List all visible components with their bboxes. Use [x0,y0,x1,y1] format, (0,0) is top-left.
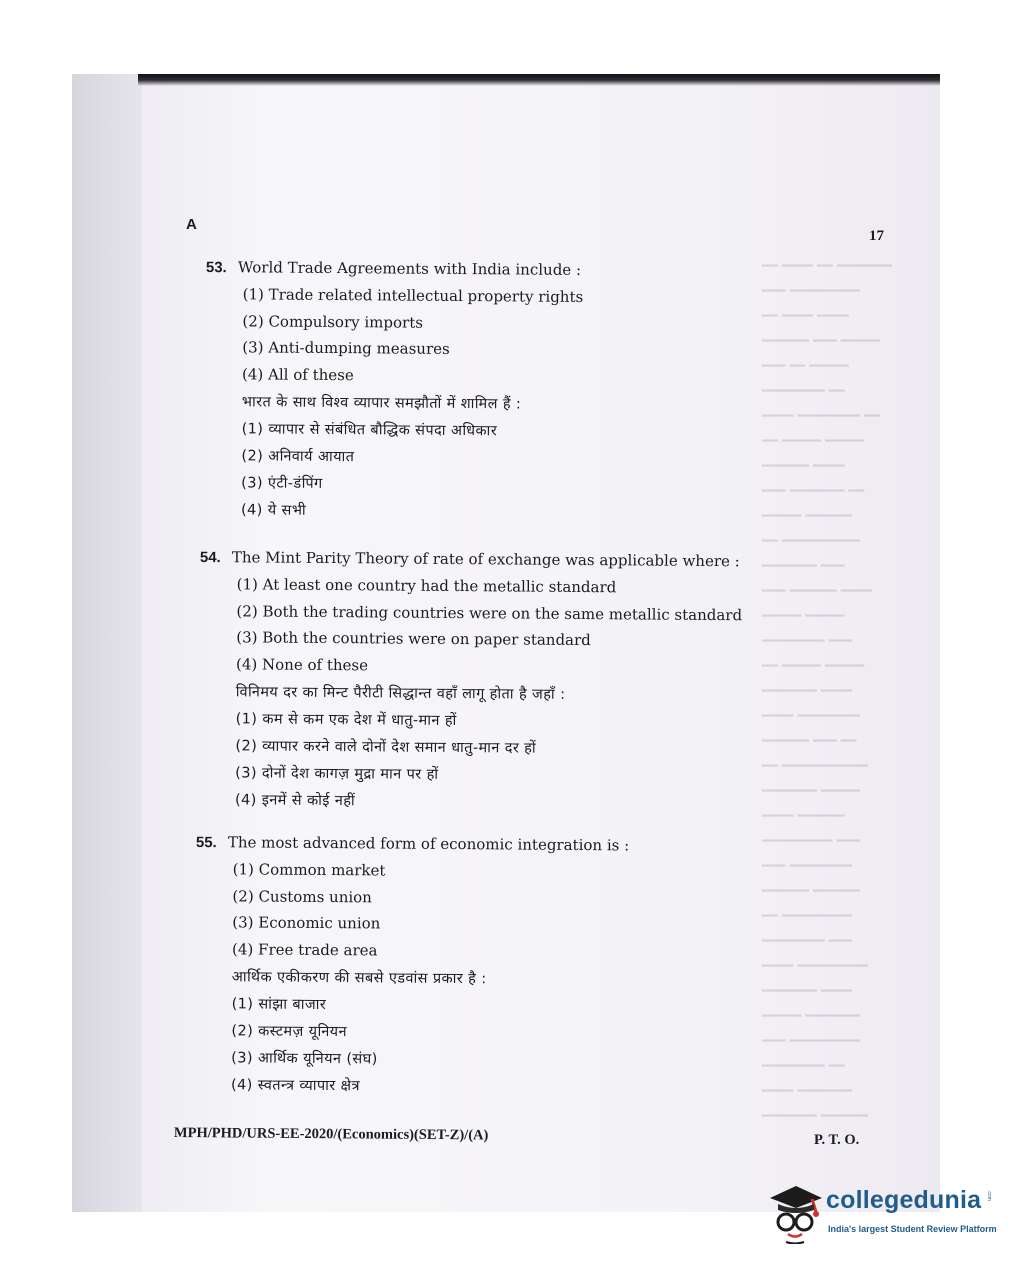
show-through-text: ━━ ━━━━ ━━ ━━━━━━━ ━━━ ━━━━━━━━━ ━━ ━━━━ ━━━━ ━━━━━━ ━━━ ━━━━━ ━━━ ━━ ━━━━━ ━━━━━━━━ ━━ ━━━━ ━━━━━━━━ ━━ ━━ ━━━━━ ━━━━━ ━━━━━━ ━━━━ ━━━ ━━━━━━━ ━━ ━━━━━ ━━━━━━ ━━ ━━━━━━━━━━ ━━━━━━━ ━━━ ━━━ ━━━━━━ ━━━━ ━━━━━ ━━━━━ ━━━━━━━━ ━━━ ━━ ━━━━━ ━━━━━ ━━━━━━━ ━━━━ ━━━━ ━━━━━━━━ ━━━━━━ ━━━ ━━ ━━ ━━━━━━━━━━━ ━━━━━━━ ━━━━━ ━━━━ ━━━━━━ ━━━━━━━━━ ━━━ ━━━ ━━━━━━━━ ━━━━━━ ━━━━━━ ━━ ━━━━━━━━━ ━━━━━━━━ ━━━ ━━━━ ━━━━━━━━━ ━━━━━━━ ━━━━ ━━━━━ ━━━━━━━ ━━━ ━━━━━━━━━ ━━━━━━━━ ━━ ━━━━ ━━━━━━━ ━━━━━━━ ━━━━━━ [762,259,892,1124]
english-options [236,571,742,681]
hindi-option-4: (4) इनमें से कोई नहीं [234,792,356,810]
option-3: (3) Both the countries were on paper standard [236,628,591,650]
option-2: (2) Compulsory imports [242,311,424,332]
question-number: 54. [199,548,221,567]
english-options [232,856,629,965]
hindi-option-2: (2) कस्टमज़ यूनियन [231,1023,348,1041]
scanned-page [72,74,940,1212]
binding-shadow [72,74,142,1212]
question-number: 55. [195,833,217,852]
question-53 [204,254,584,527]
hindi-translation [231,964,628,1102]
hindi-option-3: (3) आर्थिक यूनियन (संघ) [231,1050,378,1068]
option-4: (4) All of these [241,364,354,384]
question-stem [196,829,629,859]
hindi-option-2: (2) व्यापार करने वाले दोनों देश समान धातु-मान दर हों [235,738,537,757]
hindi-question-text: विनिमय दर का मिन्ट पैरीटी सिद्धान्त वहाँ लागू होता है जहाँ : [235,684,566,703]
question-54 [198,544,743,818]
series-label: A [186,216,197,233]
option-2: (2) Customs union [232,886,372,906]
watermark-brand: collegedunia [826,1186,982,1214]
hindi-option-3: (3) एंटी-डंपिंग [241,475,323,492]
page-top-edge [138,74,940,86]
question-text: The most advanced form of economic integration is : [227,833,630,855]
question-stem [206,254,584,284]
question-55 [194,829,629,1102]
hindi-option-1: (1) व्यापार से संबंधित बौद्धिक संपदा अधिकार [241,421,498,440]
paper-code: MPH/PHD/URS-EE-2020/(Economics)(SET-Z)/(A) [173,1125,489,1144]
hindi-option-2: (2) अनिवार्य आयात [241,448,355,466]
question-text: The Mint Parity Theory of rate of exchange was applicable where : [231,548,740,571]
page-number: 17 [869,228,884,244]
hindi-option-1: (1) सांझा बाजार [231,996,327,1014]
option-4: (4) Free trade area [231,939,378,959]
hindi-question-text: भारत के साथ विश्व व्यापार समझौतों में शामिल हैं : [241,394,522,413]
option-1: (1) Trade related intellectual property rights [242,285,584,306]
hindi-translation [241,389,583,527]
option-1: (1) Common market [232,860,386,880]
question-number: 53. [205,258,227,277]
option-3: (3) Anti-dumping measures [242,338,450,358]
hindi-option-1: (1) कम से कम एक देश में धातु-मान हों [235,711,457,730]
question-stem [200,544,743,575]
option-3: (3) Economic union [232,913,381,933]
english-options [242,281,583,390]
hindi-option-4: (4) स्वतन्त्र व्यापार क्षेत्र [230,1077,360,1095]
option-2: (2) Both the trading countries were on the same metallic standard [236,601,743,624]
pto-label: P. T. O. [814,1132,860,1148]
option-1: (1) At least one country had the metallic standard [236,575,617,597]
hindi-translation [235,679,742,818]
hindi-question-text: आर्थिक एकीकरण की सबसे एडवांस प्रकार है : [231,969,487,988]
option-4: (4) None of these [235,654,369,674]
watermark-tagline: India's largest Student Review Platform [828,1224,997,1234]
question-text: World Trade Agreements with India include : [237,258,582,279]
hindi-option-3: (3) दोनों देश कागज़ मुद्रा मान पर हों [235,765,439,783]
collegedunia-watermark [766,1178,1006,1248]
collegedunia-mascot-icon [766,1182,824,1244]
hindi-option-4: (4) ये सभी [240,502,307,519]
watermark-domain: .com [986,1190,992,1201]
